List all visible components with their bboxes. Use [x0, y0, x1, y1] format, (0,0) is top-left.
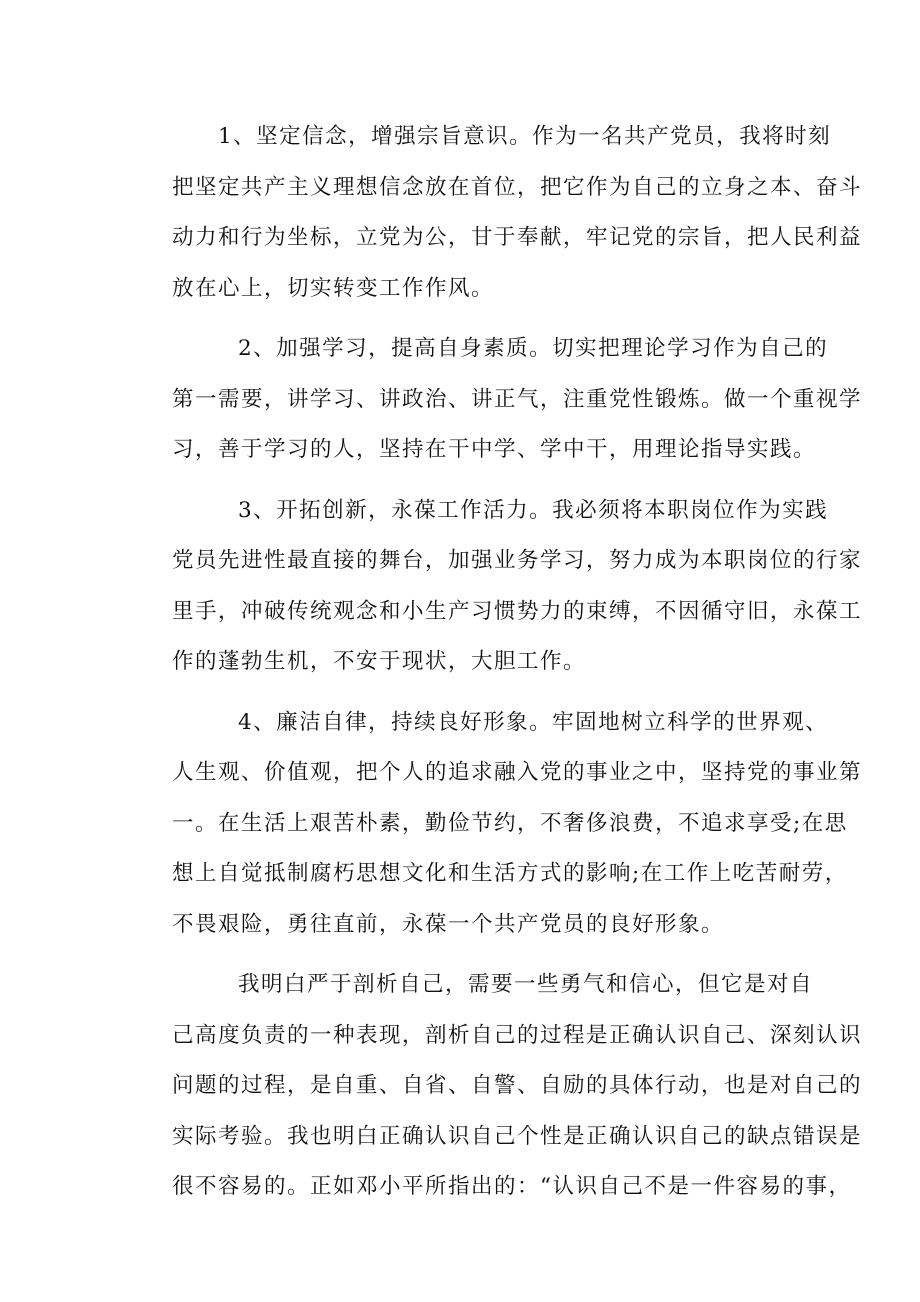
paragraph-line: 很不容易的。正如邓小平所指出的：“认识自己不是一件容易的事，: [172, 1174, 852, 1199]
paragraph-line: 里手，冲破传统观念和小生产习惯势力的束缚，不因循守旧，永葆工: [172, 598, 863, 624]
paragraph-4: [172, 698, 863, 951]
paragraph-3: [172, 486, 863, 688]
paragraph-line: 习，善于学习的人，坚持在干中学、学中干，用理论指导实践。: [172, 437, 817, 462]
paragraph-line: 实际考验。我也明白正确认识自己个性是正确认识自己的缺点错误是: [172, 1123, 863, 1149]
paragraph-line: 作的蓬勃生机，不安于现状，大胆工作。: [172, 649, 587, 674]
paragraph-line: 己高度负责的一种表现，剖析自己的过程是正确认识自己、深刻认识: [172, 1022, 863, 1048]
paragraph-line: 党员先进性最直接的舞台，加强业务学习，努力成为本职岗位的行家: [172, 548, 863, 573]
paragraph-line: 不畏艰险，勇往直前，永葆一个共产党员的良好形象。: [172, 911, 725, 937]
paragraph-1: [172, 112, 863, 314]
paragraph-line: 放在心上，切实转变工作作风。: [172, 275, 495, 301]
paragraph-line: 动力和行为坐标，立党为公，甘于奉献，牢记党的宗旨，把人民利益: [172, 225, 863, 250]
paragraph-line: 把坚定共产主义理想信念放在首位，把它作为自己的立身之本、奋斗: [172, 174, 863, 200]
paragraph-line: 我明白严于剖析自己，需要一些勇气和信心，但它是对自: [238, 972, 814, 997]
paragraph-line: 第一需要，讲学习、讲政治、讲正气，注重党性锻炼。做一个重视学: [172, 386, 863, 412]
paragraph-5: [172, 960, 863, 1213]
paragraph-line: 人生观、价值观，把个人的追求融入党的事业之中，坚持党的事业第: [172, 760, 863, 785]
document-body: [172, 112, 863, 1213]
paragraph-line: 3、开拓创新，永葆工作活力。我必须将本职岗位作为实践: [238, 497, 829, 523]
paragraph-line: 一。在生活上艰苦朴素，勤俭节约，不奢侈浪费，不追求享受;在思: [172, 810, 848, 836]
paragraph-line: 问题的过程，是自重、自省、自警、自励的具体行动，也是对自己的: [172, 1073, 863, 1098]
paragraph-2: [172, 324, 863, 476]
paragraph-line: 2、加强学习，提高自身素质。切实把理论学习作为自己的: [238, 336, 829, 361]
paragraph-line: 1、坚定信念，增强宗旨意识。作为一名共产党员，我将时刻: [218, 124, 832, 149]
paragraph-line: 4、廉洁自律，持续良好形象。牢固地树立科学的世界观、: [238, 709, 829, 735]
paragraph-line: 想上自觉抵制腐朽思想文化和生活方式的影响;在工作上吃苦耐劳，: [172, 861, 848, 886]
